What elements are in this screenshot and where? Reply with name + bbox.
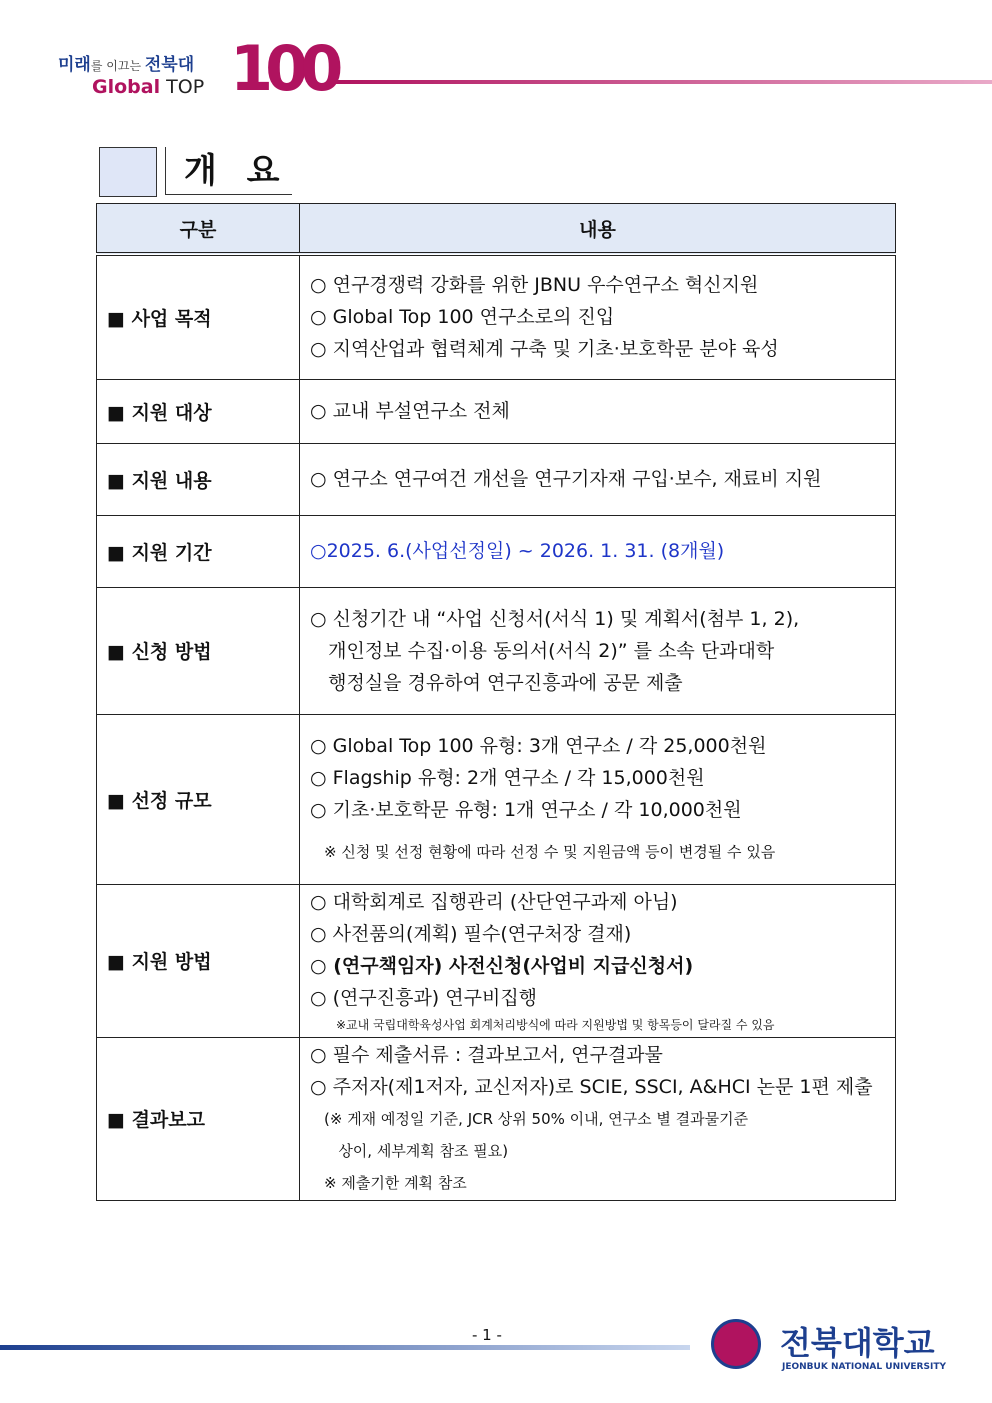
title-square — [99, 147, 157, 197]
row-content — [300, 379, 896, 443]
overview-table — [96, 203, 896, 1201]
content-line: ○ 신청기간 내 “사업 신청서(서식 1) 및 계획서(첨부 1, 2), — [310, 607, 800, 630]
row-label: ■ 선정 규모 — [97, 714, 300, 884]
content-line: 행정실을 경유하여 연구진흥과에 공문 제출 — [310, 671, 683, 694]
table-row — [97, 515, 896, 587]
table-row — [97, 443, 896, 515]
content-line: ○ 지역산업과 협력체계 구축 및 기초·보호학문 분야 육성 — [310, 338, 779, 361]
table-row — [97, 254, 896, 379]
logo-text: Global — [92, 76, 161, 98]
content-line: ○ 연구경쟁력 강화를 위한 JBNU 우수연구소 혁신지원 — [310, 274, 759, 297]
header-content: 내용 — [300, 204, 896, 255]
header-rule — [335, 80, 992, 84]
content-line: ○ 대학회계로 집행관리 (산단연구과제 아님) — [310, 890, 678, 913]
row-content — [300, 254, 896, 379]
content-line: ○ Global Top 100 연구소로의 진입 — [310, 306, 615, 329]
content-line: 상이, 세부계획 참조 필요) — [324, 1141, 509, 1160]
content-line: ○ Flagship 유형: 2개 연구소 / 각 15,000천원 — [310, 767, 705, 789]
content-line: ○ Global Top 100 유형: 3개 연구소 / 각 25,000천원 — [310, 735, 767, 757]
logo-text: 전북대 — [144, 55, 195, 75]
row-content — [300, 714, 896, 884]
content-line: ○ (연구진흥과) 연구비집행 — [310, 986, 538, 1009]
row-content — [300, 1037, 896, 1200]
content-note: ※교내 국립대학육성사업 회계처리방식에 따라 지원방법 및 항목등이 달라질 수 있음 — [336, 1017, 775, 1032]
section-title: 개 요 — [165, 147, 292, 195]
row-label: ■ 결과보고 — [97, 1037, 300, 1200]
page-number: - 1 - — [472, 1326, 502, 1344]
logo-100: 100 — [230, 32, 336, 105]
content-line: (※ 게재 예정일 기준, JCR 상위 50% 이내, 연구소 별 결과물기준 — [324, 1109, 749, 1128]
logo-text: 미래 — [58, 55, 91, 75]
row-content — [300, 443, 896, 515]
logo-text: 를 이끄는 — [90, 59, 145, 73]
logo-text: TOP — [160, 76, 205, 98]
content-line: ○ 사전품의(계획) 필수(연구처장 결재) — [310, 922, 632, 945]
row-content — [300, 587, 896, 714]
content-line: ※ 제출기한 계획 참조 — [324, 1173, 467, 1192]
university-name-en: JEONBUK NATIONAL UNIVERSITY — [782, 1362, 946, 1372]
table-row — [97, 714, 896, 884]
content-line: ○ 교내 부설연구소 전체 — [310, 400, 510, 422]
university-seal-icon — [711, 1319, 761, 1369]
global-top100-logo — [52, 32, 342, 105]
table-row — [97, 884, 896, 1037]
table-row — [97, 587, 896, 714]
table-header — [97, 204, 896, 255]
row-label: ■ 지원 대상 — [97, 379, 300, 443]
row-label: ■ 사업 목적 — [97, 254, 300, 379]
row-label: ■ 지원 기간 — [97, 515, 300, 587]
content-line: ○ 주저자(제1저자, 교신저자)로 SCIE, SSCI, A&HCI 논문 1편 제출 — [310, 1075, 873, 1098]
content-line: ○ 기초·보호학문 유형: 1개 연구소 / 각 10,000천원 — [310, 799, 742, 821]
content-note: ※ 신청 및 선정 현황에 따라 선정 수 및 지원금액 등이 변경될 수 있음 — [324, 843, 776, 861]
header-category: 구분 — [97, 204, 300, 255]
row-label: ■ 신청 방법 — [97, 587, 300, 714]
row-content — [300, 884, 896, 1037]
university-name: 전북대학교 — [780, 1324, 935, 1362]
table-row — [97, 1037, 896, 1200]
content-line: ○ 연구소 연구여건 개선을 연구기자재 구입·보수, 재료비 지원 — [310, 468, 822, 490]
content-line: ○ (연구책임자) 사전신청(사업비 지급신청서) — [310, 954, 694, 977]
content-line: ○2025. 6.(사업선정일) ~ 2026. 1. 31. (8개월) — [310, 540, 725, 562]
row-label: ■ 지원 방법 — [97, 884, 300, 1037]
row-content — [300, 515, 896, 587]
row-label: ■ 지원 내용 — [97, 443, 300, 515]
footer-rule — [0, 1345, 690, 1350]
content-line: ○ 필수 제출서류 : 결과보고서, 연구결과물 — [310, 1043, 663, 1066]
content-line: 개인정보 수집·이용 동의서(서식 2)” 를 소속 단과대학 — [310, 639, 775, 662]
table-row — [97, 379, 896, 443]
